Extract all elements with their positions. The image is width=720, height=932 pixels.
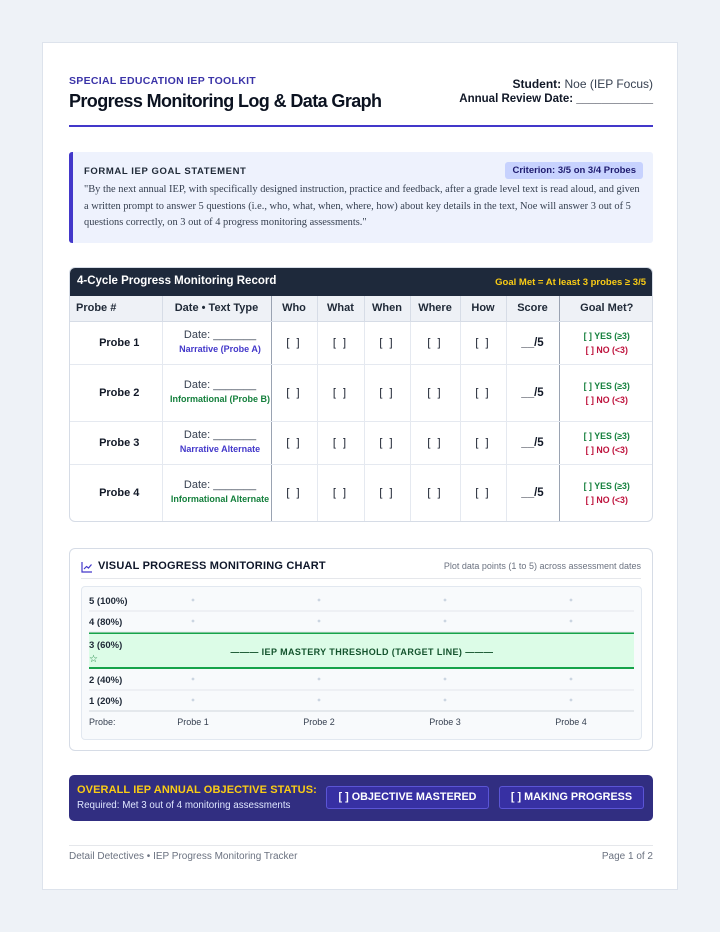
score-blank[interactable]: __/5 (521, 386, 544, 399)
where-checkbox[interactable]: [ ] (427, 336, 443, 349)
plot-point-slot (570, 678, 573, 681)
col-header-when: When (364, 296, 410, 321)
making-progress-checkbox[interactable]: [ ] MAKING PROGRESS (499, 786, 644, 809)
what-checkbox[interactable]: [ ] (332, 386, 349, 399)
y-tick-label: 4 (80%) (89, 617, 123, 628)
y-tick-label: 1 (20%) (89, 696, 123, 707)
goal-met-no-checkbox[interactable]: [ ] NO (<3) (585, 394, 628, 405)
x-tick-label: Probe 3 (429, 717, 461, 727)
col-header-how: How (460, 296, 506, 321)
progress-chart-card (69, 548, 653, 751)
x-tick-label: Probe 2 (303, 717, 335, 727)
table-row (70, 464, 653, 521)
plot-point-slot (444, 678, 447, 681)
goal-statement-label: FORMAL IEP GOAL STATEMENT (84, 166, 247, 177)
date-cell (162, 464, 271, 521)
goal-met-yes-checkbox[interactable]: [ ] YES (≥3) (583, 480, 630, 491)
what-checkbox[interactable]: [ ] (332, 486, 349, 499)
y-tick-label: 5 (100%) (89, 596, 128, 607)
plot-point-slot (570, 699, 573, 702)
date-cell (162, 321, 271, 364)
plot-point-slot (444, 699, 447, 702)
text-type-label: Narrative Alternate (179, 444, 261, 454)
toolkit-label: SPECIAL EDUCATION IEP TOOLKIT (69, 75, 257, 87)
header-divider (69, 125, 653, 127)
footer-divider (69, 845, 653, 846)
annual-review-blank[interactable]: ____________ (576, 93, 653, 105)
plot-point-slot (570, 620, 573, 623)
goal-statement-box (69, 152, 653, 243)
how-checkbox[interactable]: [ ] (475, 486, 491, 499)
goal-met-rule: Goal Met = At least 3 probes ≥ 3/5 (495, 277, 646, 288)
score-blank[interactable]: __/5 (521, 486, 544, 499)
goal-statement-text: "By the next annual IEP, with specifically designed instruction, practice and feedback, after a grade level text is read aloud, and given a written prompt to answer 5 questions (i.e., who, what, when, where, how) about key details in the text, Noe will answer 3 out of 5 questions correctly, on 3 out of 4 progress monitoring assessments." (84, 184, 640, 228)
col-header-score: Score (506, 296, 559, 321)
plot-point-slot (318, 620, 321, 623)
student-label: Student: (512, 77, 562, 91)
chart-subtitle: Plot data points (1 to 5) across assessment dates (443, 561, 641, 571)
col-header-what: What (317, 296, 364, 321)
line-chart-icon (81, 561, 93, 573)
goal-met-yes-checkbox[interactable]: [ ] YES (≥3) (583, 430, 630, 441)
x-axis-label: Probe: (89, 717, 116, 727)
score-blank[interactable]: __/5 (521, 436, 544, 449)
goal-met-yes-checkbox[interactable]: [ ] YES (≥3) (583, 380, 630, 391)
y-tick-label: 2 (40%) (89, 675, 123, 686)
who-checkbox[interactable]: [ ] (286, 436, 302, 449)
x-tick-label: Probe 4 (555, 717, 587, 727)
where-checkbox[interactable]: [ ] (427, 486, 443, 499)
what-checkbox[interactable]: [ ] (332, 336, 349, 349)
when-checkbox[interactable]: [ ] (379, 436, 395, 449)
plot-point-slot (318, 678, 321, 681)
annual-review-line (459, 93, 653, 105)
col-header-probe: Probe # (70, 296, 162, 321)
student-name: Noe (IEP Focus) (564, 77, 653, 91)
status-requirement: Required: Met 3 out of 4 monitoring assessments (77, 800, 291, 811)
goal-met-no-checkbox[interactable]: [ ] NO (<3) (585, 494, 628, 505)
when-checkbox[interactable]: [ ] (379, 336, 395, 349)
date-blank[interactable]: Date: _______ (183, 429, 257, 441)
goal-met-yes-checkbox[interactable]: [ ] YES (≥3) (583, 330, 630, 341)
date-cell (162, 364, 271, 421)
probe-label: Probe 2 (70, 364, 162, 421)
x-tick-label: Probe 1 (177, 717, 209, 727)
plot-point-slot (192, 699, 195, 702)
who-checkbox[interactable]: [ ] (286, 386, 302, 399)
progress-chart (82, 587, 643, 741)
document-header (69, 73, 653, 125)
plot-point-slot (444, 620, 447, 623)
col-header-date: Date • Text Type (162, 296, 271, 321)
goal-met-no-checkbox[interactable]: [ ] NO (<3) (585, 444, 628, 455)
date-blank[interactable]: Date: _______ (183, 479, 257, 492)
date-blank[interactable]: Date: _______ (183, 379, 257, 391)
chart-plot-area (81, 586, 642, 740)
goal-met-no-checkbox[interactable]: [ ] NO (<3) (585, 344, 628, 355)
student-line (513, 77, 653, 91)
page-number: Page 1 of 2 (601, 851, 653, 862)
record-header-bar (70, 268, 653, 296)
where-checkbox[interactable]: [ ] (427, 436, 443, 449)
plot-point-slot (444, 599, 447, 602)
objective-mastered-checkbox[interactable]: [ ] OBJECTIVE MASTERED (326, 786, 489, 809)
table-header-row (70, 296, 653, 321)
score-blank[interactable]: __/5 (521, 336, 544, 349)
progress-record-table (70, 296, 653, 521)
plot-point-slot (192, 678, 195, 681)
mastery-threshold-label: ——— IEP MASTERY THRESHOLD (TARGET LINE) ——— (230, 647, 494, 657)
who-checkbox[interactable]: [ ] (286, 336, 302, 349)
plot-point-slot (570, 599, 573, 602)
plot-point-slot (192, 599, 195, 602)
plot-point-slot (318, 599, 321, 602)
plot-point-slot (318, 699, 321, 702)
probe-label: Probe 4 (70, 464, 162, 521)
table-row (70, 364, 653, 421)
when-checkbox[interactable]: [ ] (379, 486, 395, 499)
when-checkbox[interactable]: [ ] (379, 386, 395, 399)
chart-divider (81, 578, 641, 579)
text-type-label: Informational (Probe B) (169, 394, 270, 404)
progress-record-table-card (69, 267, 653, 522)
criterion-badge: Criterion: 3/5 on 3/4 Probes (505, 162, 643, 179)
what-checkbox[interactable]: [ ] (332, 436, 349, 449)
how-checkbox[interactable]: [ ] (475, 386, 491, 399)
col-header-where: Where (410, 296, 460, 321)
annual-review-label: Annual Review Date: (459, 93, 574, 105)
where-checkbox[interactable]: [ ] (427, 386, 443, 399)
status-title: OVERALL IEP ANNUAL OBJECTIVE STATUS: (77, 784, 317, 796)
date-cell (162, 421, 271, 464)
worksheet-page (42, 42, 678, 890)
text-type-label: Informational Alternate (170, 494, 270, 505)
col-header-goal-met: Goal Met? (559, 296, 653, 321)
objective-status-banner (69, 775, 653, 821)
page-title: Progress Monitoring Log & Data Graph (69, 91, 382, 111)
date-blank[interactable]: Date: _______ (183, 329, 257, 341)
how-checkbox[interactable]: [ ] (475, 336, 491, 349)
target-star-icon: ☆ (89, 654, 98, 665)
table-row (70, 321, 653, 364)
record-title: 4-Cycle Progress Monitoring Record (77, 275, 277, 287)
y-tick-label: 3 (60%) (89, 640, 123, 651)
chart-title: VISUAL PROGRESS MONITORING CHART (98, 560, 326, 572)
who-checkbox[interactable]: [ ] (286, 486, 302, 499)
how-checkbox[interactable]: [ ] (475, 436, 491, 449)
footer-credit: Detail Detectives • IEP Progress Monitoring Tracker (69, 851, 298, 862)
text-type-label: Narrative (Probe A) (179, 344, 261, 354)
probe-label: Probe 1 (70, 321, 162, 364)
plot-point-slot (192, 620, 195, 623)
col-header-who: Who (271, 296, 317, 321)
probe-label: Probe 3 (70, 421, 162, 464)
table-row (70, 421, 653, 464)
